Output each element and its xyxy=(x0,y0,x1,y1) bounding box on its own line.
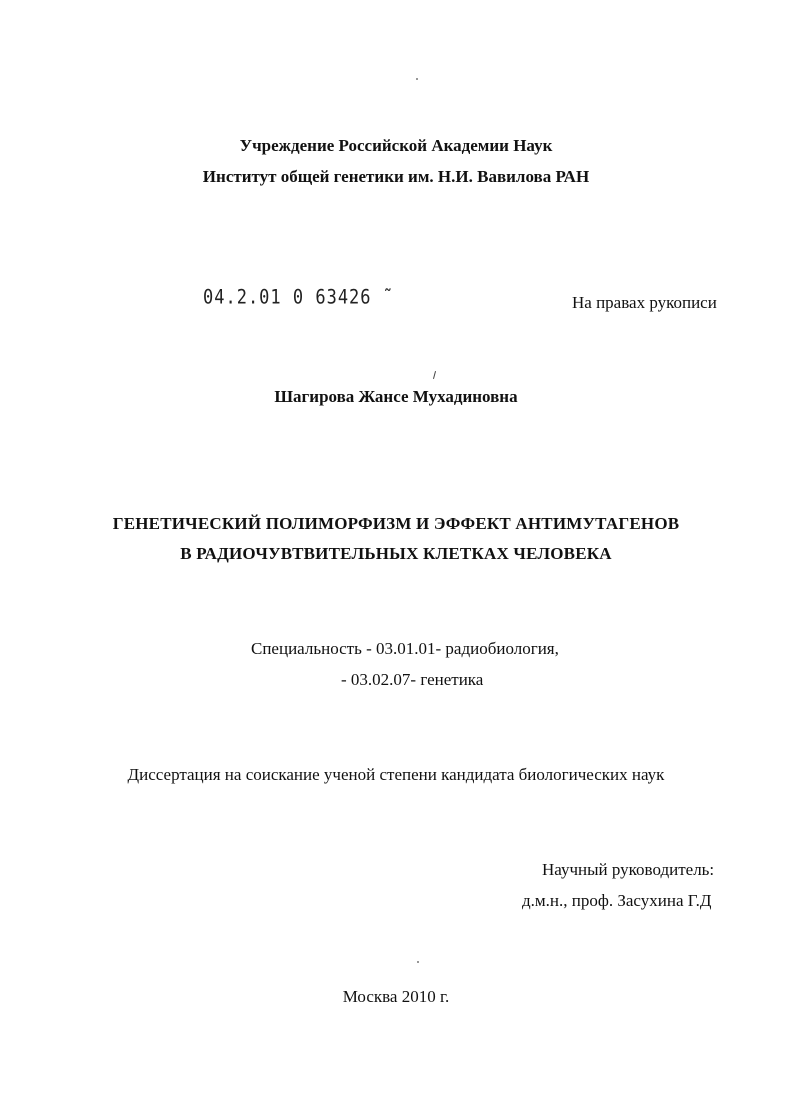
institution-line-1: Учреждение Российской Академии Наук xyxy=(239,136,553,155)
specialty-line-1: Специальность - 03.01.01- радиобиология, xyxy=(251,639,559,658)
city-year: Москва 2010 г. xyxy=(342,987,450,1006)
degree-statement: Диссертация на соискание ученой степени кандидата биологических наук xyxy=(127,765,665,784)
scan-mark-author xyxy=(433,371,436,379)
specialty-line-2: - 03.02.07- генетика xyxy=(341,670,484,689)
institution-line-2: Институт общей генетики им. Н.И. Вавилова РАН xyxy=(202,167,590,186)
supervisor-label: Научный руководитель: xyxy=(542,860,715,879)
scan-speck-top xyxy=(416,78,418,80)
rights-note: На правах рукописи xyxy=(572,293,717,312)
scan-speck-bottom xyxy=(417,961,419,963)
supervisor-name: д.м.н., проф. Засухина Г.Д xyxy=(522,891,712,910)
dissertation-title-line-1: ГЕНЕТИЧЕСКИЙ ПОЛИМОРФИЗМ И ЭФФЕКТ АНТИМУТАГЕНОВ xyxy=(112,514,680,533)
dissertation-title-line-2: В РАДИОЧУВТВИТЕЛЬНЫХ КЛЕТКАХ ЧЕЛОВЕКА xyxy=(180,544,612,563)
archive-stamp-number: 04.2.01 0 63426 ˜ xyxy=(203,286,394,309)
author-name: Шагирова Жансе Мухадиновна xyxy=(274,387,518,406)
